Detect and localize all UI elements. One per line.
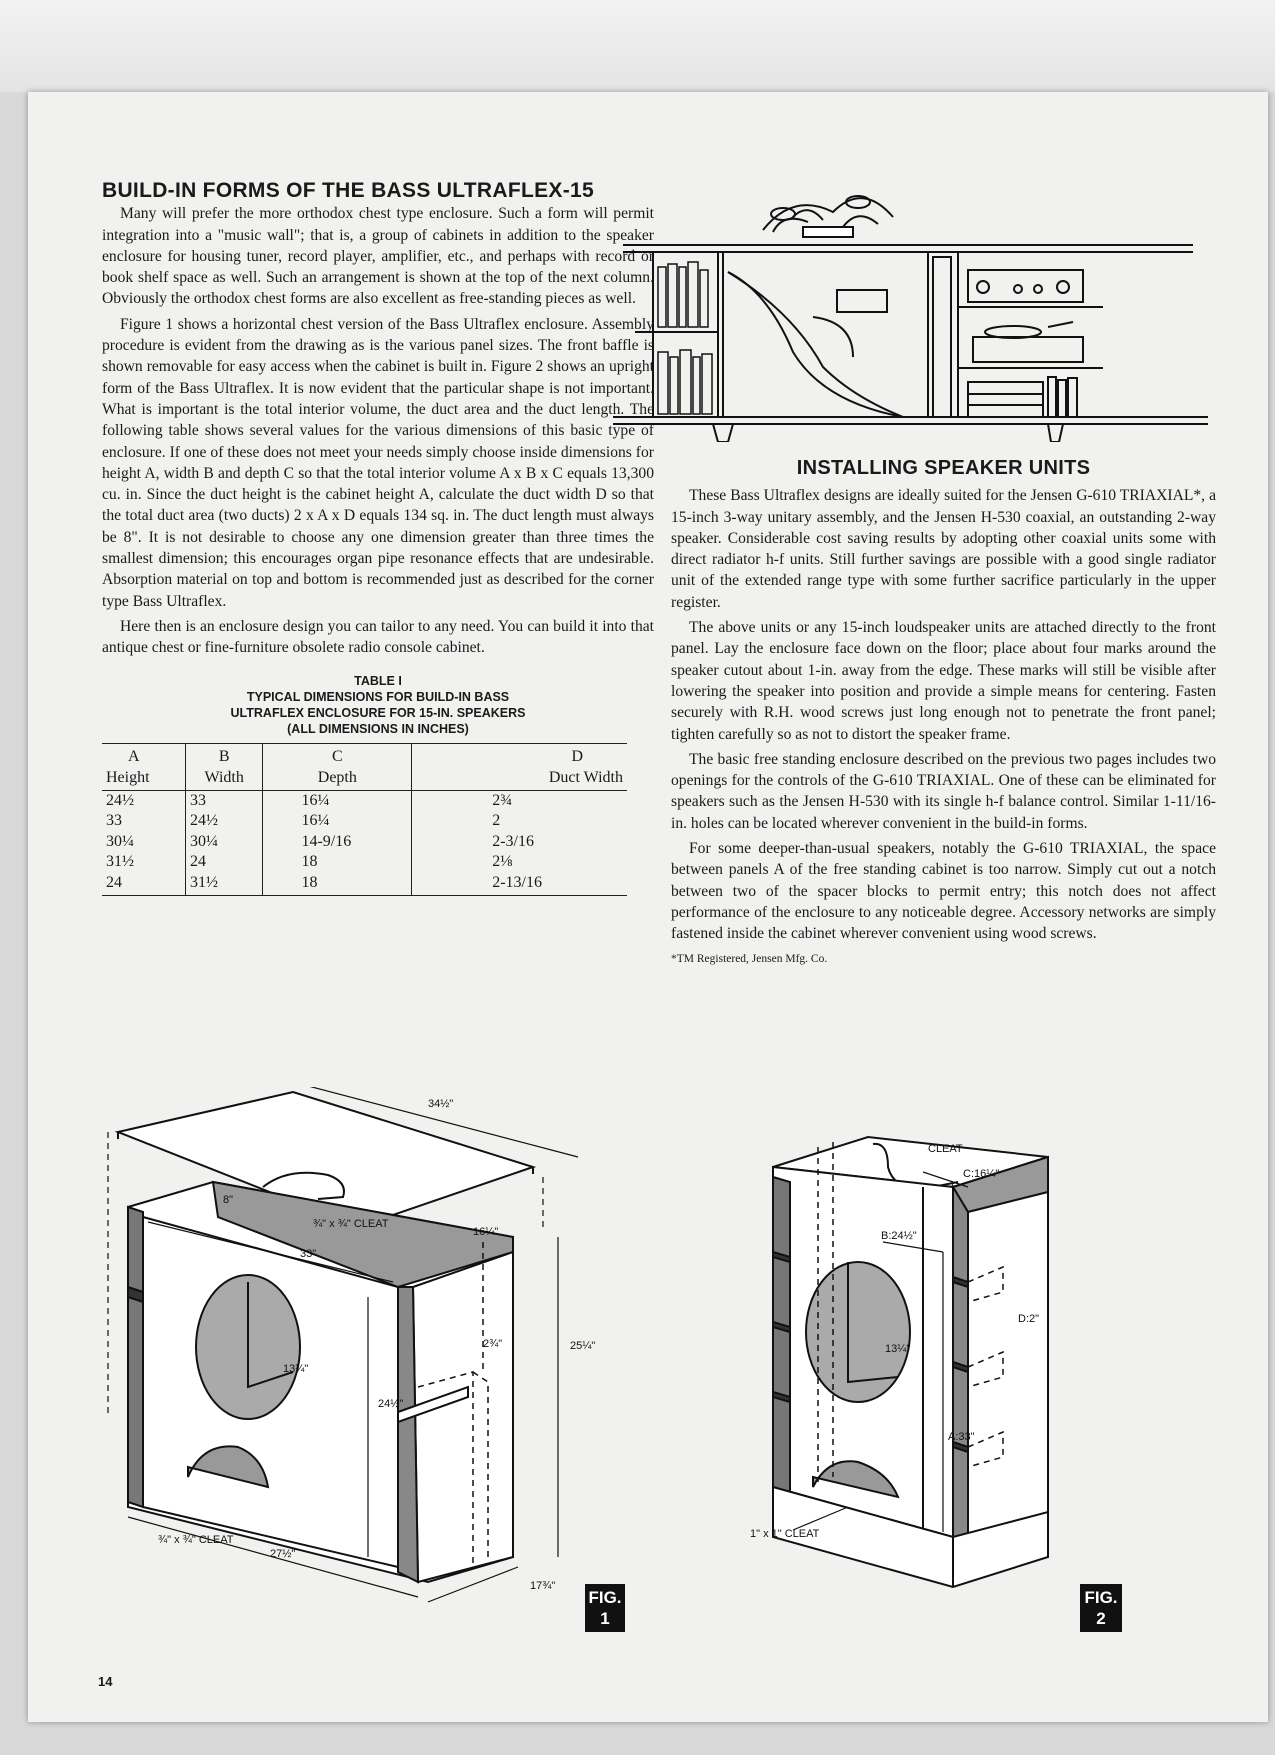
scan-background [0,0,1275,92]
dim-label: 13¼" [885,1343,911,1355]
dim-label: 13¼" [283,1363,309,1375]
dim-label: 27½" [270,1548,296,1560]
page-number: 14 [98,1674,113,1689]
dim-label: ¾" x ¾" CLEAT [158,1534,234,1546]
dim-label: CLEAT [928,1143,963,1155]
table-caption-line: (ALL DIMENSIONS IN INCHES) [287,721,469,736]
footnote: *TM Registered, Jensen Mfg. Co. [671,952,828,965]
table-row: 31½ 24 18 2⅛ [102,852,627,873]
right-paragraph: These Bass Ultraflex designs are ideally suited for the Jensen G-610 TRIAXIAL*, a 15-inch 3-way unitary assembly, and the Jensen H-530 coaxial, an outstanding 2-way speaker. Considerable cost saving results by adopting other coaxial units some with direct radiator h-f units. Still further savings are possible with a good single radiator unit of the extended range type with some further sacrifice particularly in the upper register. [671,487,1216,611]
dim-label: 2¾" [483,1338,503,1350]
table-row: 33 24½ 16¼ 2 [102,811,627,832]
fig-word: FIG. [588,1588,622,1607]
figure-2-drawing [738,1132,1158,1652]
dim-label: 17¾" [530,1580,556,1592]
table-row: 24½ 33 16¼ 2¾ [102,790,627,811]
table-caption-line: ULTRAFLEX ENCLOSURE FOR 15-IN. SPEAKERS [230,705,526,720]
header-height: A Height [102,743,185,790]
fig-number: 1 [600,1609,610,1628]
header-width: B Width [185,743,263,790]
dim-label: 24½" [378,1398,404,1410]
figure-1-drawing [88,1087,668,1647]
header-depth: C Depth [263,743,412,790]
figure-2-tag [1080,1584,1122,1632]
right-paragraph: The basic free standing enclosure described on the previous two pages includes two openings for the controls of the G-610 TRIAXIAL. One of these can be eliminated for speakers such as the Jensen H-530 with its single h-f balance control. Similar 1-11/16-in. holes can be located wherever convenient in the build-in forms. [671,750,1216,832]
dim-label: D:2" [1018,1313,1040,1325]
dimensions-table [102,743,627,897]
dim-label: 25¼" [570,1340,596,1352]
dim-label: ¾" x ¾" CLEAT [313,1218,389,1230]
fig-number: 2 [1096,1609,1106,1628]
music-wall-illustration [593,172,1233,442]
dim-label: 1" x 1" CLEAT [750,1528,820,1540]
installing-heading: INSTALLING SPEAKER UNITS [796,457,1091,479]
right-column [671,458,1216,974]
dim-label: 8" [223,1194,234,1206]
figure-1-tag [585,1584,625,1632]
table-row: 24 31½ 18 2-13/16 [102,873,627,896]
left-paragraph: Here then is an enclosure design you can tailor to any need. You can build it into that antique chest or fine-furniture obsolete radio console cabinet. [102,617,654,657]
left-column [102,180,654,896]
table-row: 30¼ 30¼ 14-9/16 2-3/16 [102,832,627,853]
left-paragraph: Many will prefer the more orthodox chest type enclosure. Such a form will permit integration into a "music wall"; that is, a group of cabinets in addition to the speaker enclosure for housing tuner, record player, amplifier, etc., and perhaps with record or book shelf space as well. Such an arrangement is shown at the top of the next column. Obviously the orthodox chest forms are also excellent as free-standing pieces as well. [102,205,654,308]
table-caption-line: TABLE I [354,673,402,688]
left-paragraph: Figure 1 shows a horizontal chest version of the Bass Ultraflex enclosure. Assembly procedure is evident from the drawing as is the various panel sizes. The front baffle is shown removable for easy access when the cabinet is built in. Figure 2 shows an upright form of the Bass Ultraflex. It is now evident that the particular shape is not important. What is important is the total interior volume, the duct area and the duct length. The following table shows several values for the various dimensions of this basic type of enclosure. If one of these does not meet your needs simply choose inside dimensions for height A, width B and depth C so that the total interior volume A x B x C equals 13,300 cu. in. Since the duct height is the cabinet height A, calculate the duct width D so that the total duct area (two ducts) 2 x A x D equals 134 sq. in. The duct length must always be 8". It is not desirable to choose any one dimension greater than three times the smallest dimension; this encourages organ pipe resonance effects that are undesirable. Absorption material on top and bottom is recommended just as described for the corner type Bass Ultraflex. [102,315,654,610]
dim-label: 34½" [428,1098,454,1110]
dim-label: 33" [300,1248,317,1260]
dim-label: A:33" [948,1431,975,1443]
table-caption [102,673,654,737]
magazine-page [28,92,1268,1722]
dim-label: C:16¼" [963,1168,1000,1180]
dim-label: B:24½" [881,1230,917,1242]
dim-label: 16¼" [473,1226,499,1238]
build-in-heading: BUILD-IN FORMS OF THE BASS ULTRAFLEX-15 [102,179,594,202]
table-header-row [102,743,627,790]
header-duct-width: D Duct Width [412,743,627,790]
fig-word: FIG. [1084,1588,1118,1607]
right-paragraph: The above units or any 15-inch loudspeaker units are attached directly to the front panel. Lay the enclosure face down on the floor; place about four marks around the speaker cutout about 1-in. away from the edge. These marks will still be visible after lowering the speaker into position and provide a simple means for centering. Fasten securely with R.H. wood screws just long enough not to penetrate the front panel; tighten carefully so as not to distort the speaker frame. [671,619,1216,743]
table-caption-line: TYPICAL DIMENSIONS FOR BUILD-IN BASS [246,689,510,704]
right-paragraph: For some deeper-than-usual speakers, notably the G-610 TRIAXIAL, the space between panels A of the free standing cabinet is too narrow. Simply cut out a notch between two of the spacer blocks to permit entry; this notch does not affect performance of the enclosure to any noticeable degree. Accessory networks are simply fastened inside the cabinet wherever convenient using wood screws. [671,840,1216,943]
